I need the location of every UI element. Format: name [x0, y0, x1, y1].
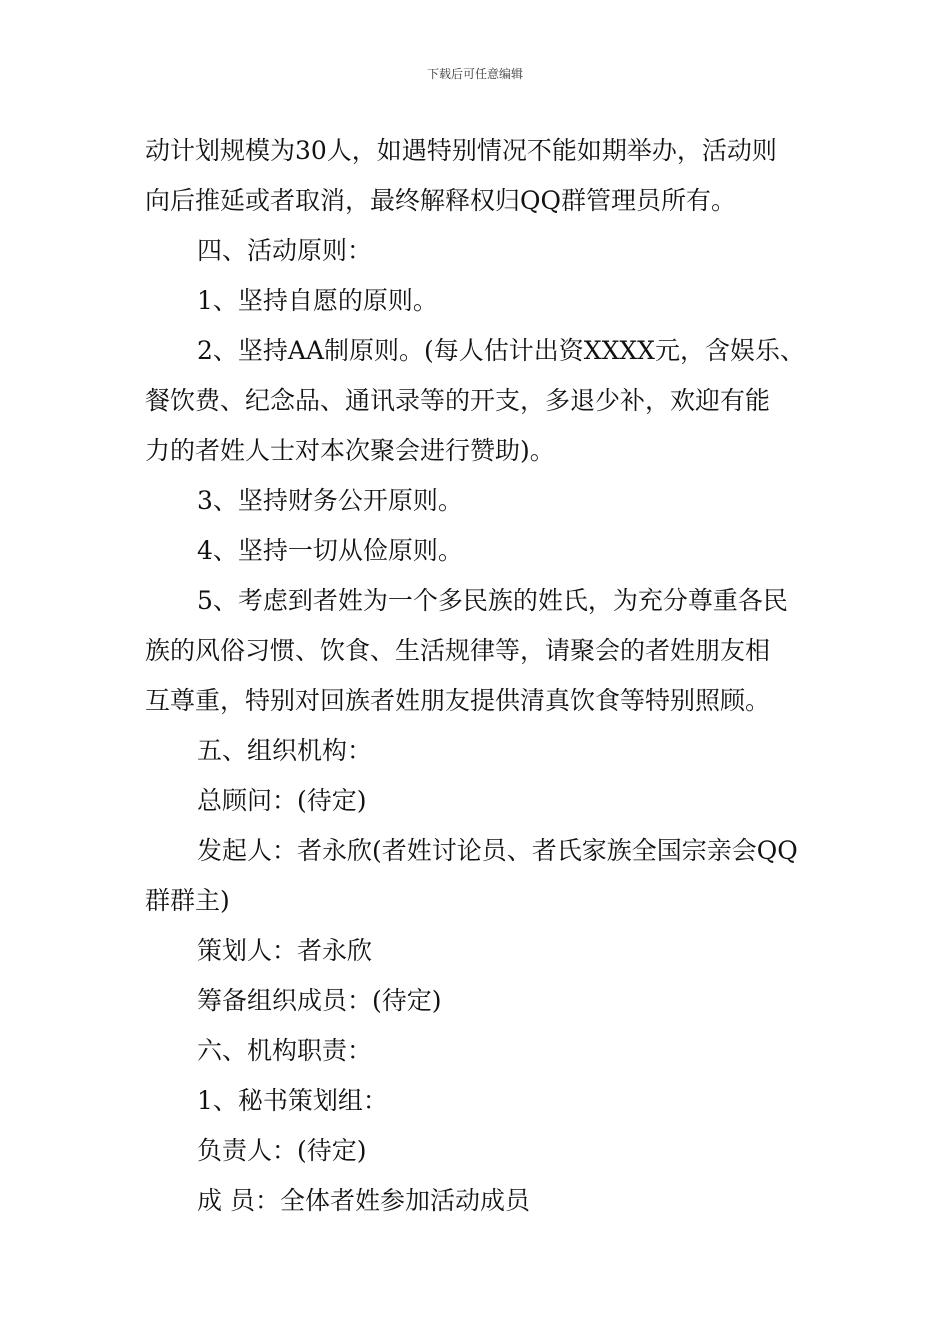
text-line: 族的风俗习惯、饮食、生活规律等，请聚会的者姓朋友相: [145, 636, 771, 665]
text-line: 动计划规模为30人，如遇特别情况不能如期举办，活动则: [145, 136, 777, 165]
list-item: 3、坚持财务公开原则。: [197, 486, 463, 515]
list-item: 1、秘书策划组：: [197, 1086, 388, 1115]
text-line: 发起人：者永欣(者姓讨论员、者氏家族全国宗亲会QQ: [197, 836, 798, 865]
text-line: 策划人：者永欣: [197, 936, 373, 965]
text-line: 向后推延或者取消，最终解释权归QQ群管理员所有。: [145, 186, 736, 215]
text-line: 群群主): [145, 886, 230, 915]
list-item: 5、考虑到者姓为一个多民族的姓氏，为充分尊重各民: [197, 586, 788, 615]
list-item: 1、坚持自愿的原则。: [197, 286, 438, 315]
list-item: 4、坚持一切从俭原则。: [197, 536, 463, 565]
page-header: 下载后可任意编辑: [426, 67, 523, 81]
section-heading: 五、组织机构：: [197, 736, 373, 765]
section-heading: 四、活动原则：: [197, 236, 373, 265]
document-body: [145, 126, 810, 1226]
text-line: 总顾问：(待定): [197, 786, 367, 815]
list-item: 2、坚持AA制原则。(每人估计出资XXXX元，含娱乐、: [197, 336, 805, 365]
text-line: 力的者姓人士对本次聚会进行赞助)。: [145, 436, 555, 465]
section-heading: 六、机构职责：: [197, 1036, 373, 1065]
text-line: 餐饮费、纪念品、通讯录等的开支，多退少补，欢迎有能: [145, 386, 771, 415]
text-line: 筹备组织成员：(待定): [197, 986, 442, 1015]
text-line: 负责人：(待定): [197, 1136, 367, 1165]
text-line: 互尊重，特别对回族者姓朋友提供清真饮食等特别照顾。: [145, 686, 771, 715]
text-line: 成 员：全体者姓参加活动成员: [197, 1186, 530, 1215]
